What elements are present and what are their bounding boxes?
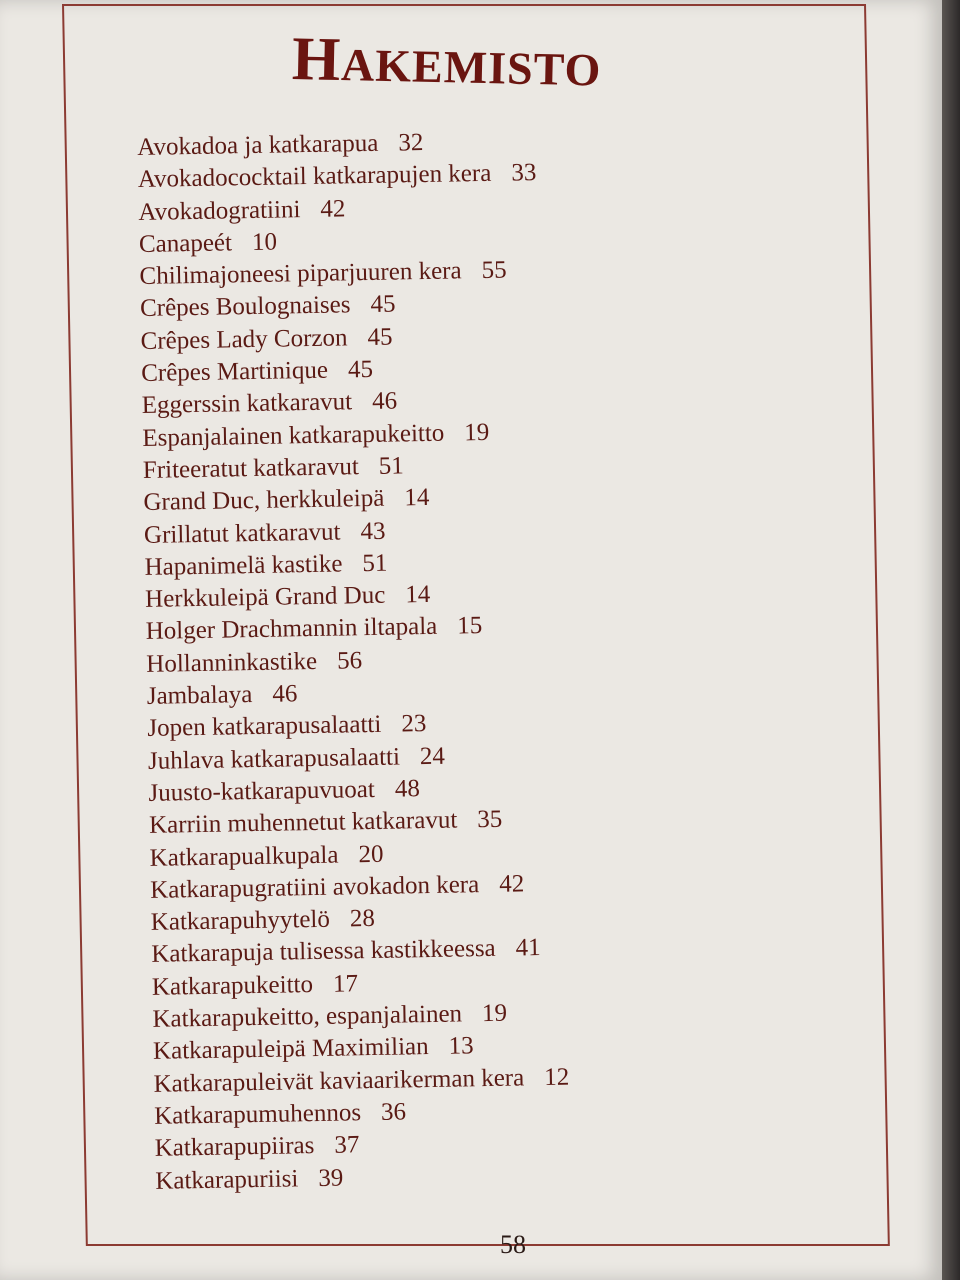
entry-name: Katkarapukeitto [151,970,314,1001]
entry-page-number: 46 [371,387,398,416]
entry-name: Crêpes Boulognaises [139,291,351,323]
entry-name: Espanjalainen katkarapukeitto [142,419,445,452]
entry-name: Avokadococktail katkarapujen kera [137,160,492,194]
entry-name: Herkkuleipä Grand Duc [144,581,386,614]
entry-name: Friteeratut katkaravut [142,453,360,484]
entry-page-number: 48 [394,775,421,803]
entry-page-number: 41 [515,934,541,962]
index-list [137,125,571,1198]
entry-name: Hapanimelä kastike [144,550,343,581]
entry-page-number: 43 [360,517,386,545]
entry-page-number: 13 [448,1032,474,1061]
entry-page-number: 42 [498,870,525,898]
entry-name: Crêpes Martinique [140,356,329,388]
entry-page-number: 39 [318,1164,344,1192]
entry-page-number: 42 [320,194,346,223]
entry-name: Chilimajoneesi piparjuuren kera [139,257,462,291]
entry-page-number: 51 [378,452,404,480]
entry-name: Katkarapuja tulisessa kastikkeessa [151,935,496,969]
entry-page-number: 10 [251,228,278,256]
entry-page-number: 19 [464,418,490,447]
entry-page-number: 32 [398,129,424,157]
page-title [291,25,672,98]
entry-page-number: 24 [419,742,446,770]
entry-page-number: 15 [457,612,483,640]
title-initial: H [291,25,342,95]
entry-name: Canapeét [138,229,233,258]
entry-page-number: 20 [358,840,384,868]
title-rest: AKEMISTO [340,39,602,96]
entry-name: Katkarapugratiini avokadon kera [149,870,480,904]
entry-name: Katkarapumuhennos [153,1099,362,1130]
entry-name: Grand Duc, herkkuleipä [143,485,385,517]
entry-page-number: 51 [362,549,388,577]
entry-name: Katkarapupiiras [154,1132,315,1163]
entry-page-number: 37 [334,1131,360,1159]
entry-name: Avokadogratiini [138,195,301,226]
entry-page-number: 45 [347,355,374,384]
entry-name: Jopen katkarapusalaatti [147,711,382,743]
entry-page-number: 36 [380,1098,407,1126]
entry-page-number: 55 [481,256,507,285]
entry-page-number: 45 [370,291,396,319]
entry-name: Avokadoa ja katkarapua [137,129,379,161]
entry-name: Katkarapuhyytelö [150,905,331,937]
entry-page-number: 19 [481,999,508,1028]
entry-page-number: 14 [404,484,430,512]
entry-page-number: 23 [401,710,427,738]
entry-name: Crêpes Lady Corzon [140,324,348,355]
entry-page-number: 45 [367,323,393,351]
entry-name: Juhlava katkarapusalaatti [147,743,401,775]
entry-page-number: 56 [336,646,363,675]
entry-page-number: 17 [332,969,359,998]
entry-name: Jambalaya [146,681,253,710]
entry-page-number: 46 [272,680,298,708]
entry-name: Katkarapuleipä Maximilian [152,1033,429,1066]
entry-page-number: 12 [543,1063,570,1091]
entry-name: Grillatut katkaravut [143,518,341,549]
entry-page-number: 14 [405,581,431,609]
entry-page-number: 33 [511,159,537,187]
entry-name: Juusto-katkarapuvuoat [148,775,376,807]
page-number: 58 [500,1230,526,1259]
entry-page-number: 35 [477,805,503,834]
entry-name: Hollanninkastike [146,647,318,678]
entry-name: Katkarapuriisi [155,1164,299,1195]
entry-name: Katkarapukeitto, espanjalainen [152,1000,463,1033]
entry-name: Katkarapualkupala [149,841,339,872]
entry-name: Katkarapuleivät kaviaarikerman kera [153,1063,525,1098]
book-spine [942,0,960,1280]
entry-page-number: 28 [349,905,376,933]
entry-name: Holger Drachmannin iltapala [145,613,438,646]
entry-name: Eggerssin katkaravut [141,388,353,420]
entry-name: Karriin muhennetut katkaravut [148,806,458,840]
